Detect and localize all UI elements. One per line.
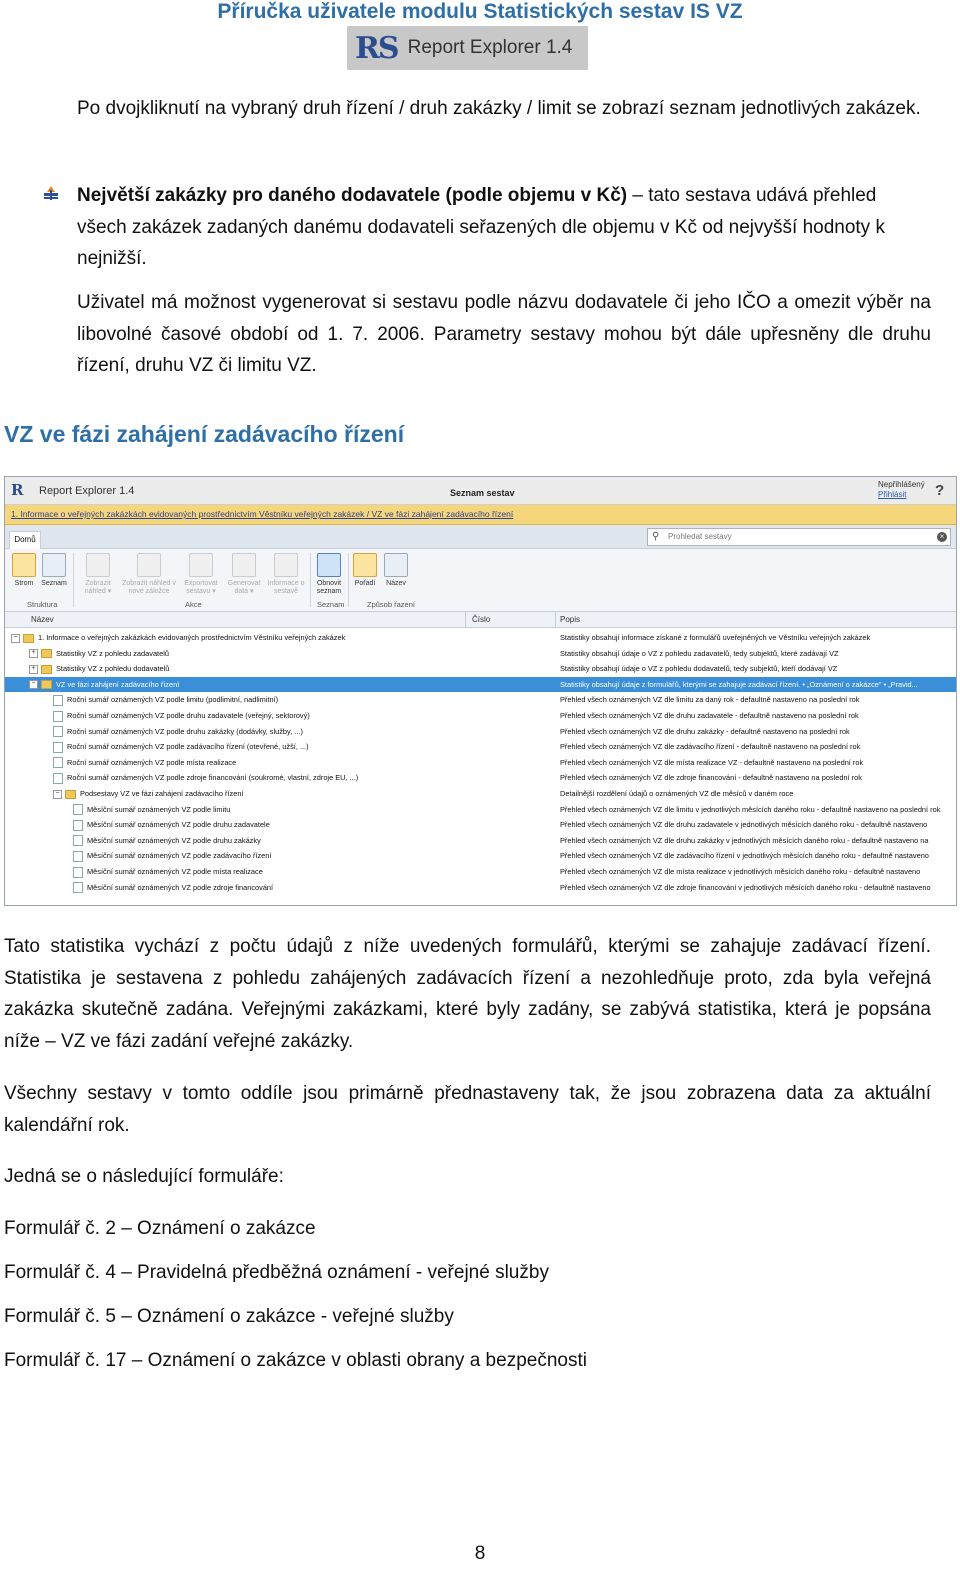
search-input[interactable] [647, 528, 951, 546]
tree-row[interactable] [5, 833, 956, 849]
tree-row[interactable] [5, 770, 956, 786]
tree-row-description: Přehled všech oznámených VZ dle druhu zakázky - defaultně nastaveno na poslední rok [560, 726, 850, 736]
paragraph-statistics-basis: Tato statistika vychází z počtu údajů z níže uvedených formulářů, kterými se zahajuje zadávací řízení. Statistika je sestavena z pohledu zahájených zadávacích řízení a nezohledňuje proto, zda byla veřejná zakázka skutečně zadána. Veřejnými zakázkami, které byly zadány, se zabývá statistika, která je popsána níže – VZ ve fázi zadání veřejné zakázky. [4, 936, 931, 1052]
document-header-title: Příručka uživatele modulu Statistických sestav IS VZ [217, 0, 743, 23]
group-seznam: Seznam [317, 600, 345, 609]
sort-order-icon [353, 553, 377, 577]
tree-row-label: Měsíční sumář oznámených VZ podle druhu zadavatele [87, 820, 270, 830]
tree-row-name [29, 677, 179, 693]
tree-row[interactable] [5, 817, 956, 833]
form-item: Formulář č. 5 – Oznámení o zakázce - veřejné služby [4, 1306, 454, 1327]
tree-row-name [53, 755, 236, 771]
tree-row-label: Měsíční sumář oznámených VZ podle druhu zakázky [87, 835, 261, 845]
export-label: Exportovat sestavu ▾ [184, 580, 218, 595]
tree-row[interactable] [5, 755, 956, 771]
tree-row[interactable] [5, 724, 956, 740]
tree-row[interactable] [5, 739, 956, 755]
tree-row-label: Roční sumář oznámených VZ podle druhu zadavatele (veřejný, sektorový) [67, 711, 310, 720]
expand-icon[interactable]: + [29, 649, 38, 658]
collapse-icon[interactable]: − [53, 790, 62, 799]
tree-row-description: Přehled všech oznámených VZ dle druhu zakázky v jednotlivých měsících daného roku - defaultně nastaveno na [560, 835, 929, 845]
generate-label: Generovat data ▾ [227, 580, 261, 595]
tree-row-label: VZ ve fázi zahájení zadávacího řízení [56, 679, 180, 689]
paragraph-default-year: Všechny sestavy v tomto oddíle jsou primárně přednastaveny tak, že jsou zobrazena data za aktuální kalendářní rok. [4, 1083, 931, 1136]
app-logo-icon: R [11, 481, 24, 499]
tab-home[interactable]: Domů [9, 531, 41, 549]
ribbon-separator [73, 553, 74, 607]
collapse-icon[interactable]: − [29, 680, 38, 689]
tree-row-name [73, 802, 230, 818]
tree-row[interactable] [5, 708, 956, 724]
sort-name-icon [384, 553, 408, 577]
search-icon: ⚲ [652, 531, 660, 542]
sort-name-label: Název [386, 580, 406, 587]
tree-row[interactable] [5, 692, 956, 708]
tree-row-description: Přehled všech oznámených VZ dle druhu zadavatele v jednotlivých měsících daného roku - defaultně nastaveno [560, 820, 928, 830]
section-heading: VZ ve fázi zahájení zadávacího řízení [4, 421, 405, 447]
tree-row-name [53, 724, 303, 740]
tree-row[interactable] [5, 786, 956, 802]
tree-row-name [53, 770, 358, 786]
tree-row-description: Statistiky obsahují údaje o VZ z pohledu dodavatelů, tedy subjektů, kteří dodávají VZ [560, 664, 838, 674]
tree-row-name [53, 739, 309, 755]
help-icon[interactable]: ? [935, 482, 945, 499]
tree-row[interactable] [5, 864, 956, 880]
tree-row-label: Podsestavy VZ ve fázi zahájení zadávacího řízení [80, 789, 244, 798]
list-icon [42, 553, 66, 577]
report-icon [73, 867, 83, 878]
tree-row-label: Roční sumář oznámených VZ podle místa realizace [67, 757, 237, 767]
tree-row-description: Přehled všech oznámených VZ dle místa realizace VZ - defaultně nastaveno na poslední rok [560, 757, 864, 767]
bullet-bold-title: Největší zakázky pro daného dodavatele (podle objemu v Kč) [77, 185, 628, 206]
tree-view-label: Strom [14, 580, 34, 587]
tree-row-description: Přehled všech oznámených VZ dle druhu zadavatele - defaultně nastaveno na poslední rok [560, 711, 859, 720]
expand-icon[interactable]: + [29, 665, 38, 674]
report-icon [73, 882, 83, 893]
tree-icon [12, 553, 36, 577]
report-icon [73, 804, 83, 815]
tree-row-name [53, 708, 310, 724]
sort-name-button[interactable] [383, 553, 409, 588]
tree-row-label: Roční sumář oznámených VZ podle limitu (podlimitní, nadlimitní) [67, 695, 279, 705]
preview-icon [86, 553, 110, 577]
report-icon [53, 711, 63, 722]
info-label: Informace o sestavě [267, 580, 305, 595]
tree-row-description: Přehled všech oznámených VZ dle místa realizace v jednotlivých měsících daného roku - defaultně nastaveno [560, 867, 921, 876]
column-description[interactable]: Popis [560, 615, 581, 624]
column-number[interactable]: Číslo [472, 615, 491, 624]
folder-icon [23, 634, 34, 643]
info-button[interactable] [267, 553, 305, 596]
tree-row-label: Měsíční sumář oznámených VZ podle limitu [87, 804, 231, 814]
group-struktura: Struktura [27, 600, 58, 609]
rs-logo-mark: RS [355, 30, 398, 66]
tree-row-name [29, 661, 169, 677]
tree-row-name [73, 880, 273, 896]
tree-row[interactable] [5, 677, 956, 693]
column-divider [465, 612, 466, 627]
app-titlebar [5, 477, 956, 505]
folder-icon [41, 680, 52, 689]
tree-row-name [73, 848, 271, 864]
clear-search-icon[interactable]: × [937, 532, 947, 542]
tree-row-description: Detailnější rozdělení údajů o oznámených VZ dle měsíců v daném roce [560, 789, 794, 798]
ribbon [5, 549, 956, 612]
tree-view-button[interactable] [11, 553, 37, 588]
tree-row-label: Roční sumář oznámených VZ podle druhu zakázky (dodávky, služby, ...) [67, 726, 303, 736]
tree-row-name [11, 630, 345, 646]
folder-icon [41, 649, 52, 658]
preview-new-tab-button[interactable] [119, 553, 179, 596]
report-icon [73, 820, 83, 831]
login-link[interactable]: Přihlásit [878, 490, 907, 499]
tree-row[interactable] [5, 802, 956, 818]
bullet-largest-contracts [77, 180, 931, 275]
tree-row[interactable] [5, 880, 956, 896]
form-item: Formulář č. 17 – Oznámení o zakázce v oblasti obrany a bezpečnosti [4, 1350, 587, 1371]
form-item: Formulář č. 2 – Oznámení o zakázce [4, 1218, 316, 1239]
logo-text: Report Explorer 1.4 [407, 37, 573, 58]
report-icon [53, 695, 63, 706]
report-explorer-logo [347, 26, 588, 70]
refresh-icon [317, 553, 341, 577]
export-icon [189, 553, 213, 577]
bullet-arrow-icon [42, 185, 60, 203]
tree-row-label: Statistiky VZ z pohledu dodavatelů [56, 664, 170, 674]
form-item: Formulář č. 4 – Pravidelná předběžná oznámení - veřejné služby [4, 1262, 549, 1283]
paragraph-generate-report: Uživatel má možnost vygenerovat si sestavu podle názvu dodavatele či jeho IČO a omezit výběr na libovolné časové období od 1. 7. 2006. Parametry sestavy mohou být dále upřesněny dle druhu řízení, druhu VZ či limitu VZ. [77, 292, 931, 376]
column-divider [555, 612, 556, 627]
group-zpusob-razeni: Způsob řazení [367, 600, 415, 609]
preview-new-tab-label: Zobrazit náhled v nové záložce [122, 580, 176, 595]
report-icon [73, 835, 83, 846]
tree-row-name [53, 786, 244, 802]
tree-row-name [29, 646, 169, 662]
tree-row-name [73, 864, 263, 880]
tree-row-description: Přehled všech oznámených VZ dle zdroje financování v jednotlivých měsících daného roku - defaultně nastaveno [560, 882, 931, 892]
tree-row-name [73, 817, 270, 833]
tree-row[interactable] [5, 646, 956, 662]
tree-row-description: Přehled všech oznámených VZ dle zadávacího řízení - defaultně nastaveno na poslední rok [560, 742, 861, 752]
tree-row-description: Přehled všech oznámených VZ dle zadávacího řízení v jednotlivých měsících daného roku - defaultně nastaveno [560, 851, 929, 861]
refresh-button[interactable] [313, 553, 345, 596]
tree-row-name [73, 833, 261, 849]
group-akce: Akce [185, 600, 202, 609]
generate-button[interactable] [225, 553, 263, 596]
report-icon [53, 773, 63, 784]
tree-row-label: Roční sumář oznámených VZ podle zadávacího řízení (otevřené, užší, ...) [67, 742, 309, 752]
info-icon [274, 553, 298, 577]
preview-label: Zobrazit náhled ▾ [84, 580, 112, 595]
collapse-icon[interactable]: − [11, 634, 20, 643]
tree-row-label: Měsíční sumář oznámených VZ podle zadávacího řízení [87, 851, 272, 861]
tree-row-description: Přehled všech oznámených VZ dle zdroje financování - defaultně nastaveno na poslední rok [560, 773, 862, 783]
search-placeholder: Prohledat sestavy [668, 532, 732, 541]
folder-icon [41, 665, 52, 674]
app-title: Report Explorer 1.4 [39, 485, 135, 497]
tree-row-description: Přehled všech oznámených VZ dle limitu v jednotlivých měsících daného roku - defaultně nastaveno na poslední rok [560, 804, 941, 814]
generate-icon [232, 553, 256, 577]
preview-button[interactable] [81, 553, 115, 596]
page-number: 8 [474, 1543, 486, 1564]
tree-row-name [53, 692, 278, 708]
ribbon-separator [310, 553, 311, 607]
folder-icon [65, 790, 76, 799]
bullet-description: – tato sestava udává přehled všech zakázek zadaných danému dodavateli seřazených dle objemu v Kč od nejvyšší hodnoty k nejnižší. [77, 185, 885, 269]
column-headers [5, 612, 956, 628]
user-status-label: Nepřihlášený [878, 480, 925, 489]
tree-row-description: Statistiky obsahují informace získané z formulářů uveřejněných ve Věstníku veřejných zakázek [560, 633, 871, 642]
refresh-label: Obnovit seznam [316, 580, 342, 595]
tree-row-label: Roční sumář oznámených VZ podle zdroje financování (soukromé, vlastní, zdroje EU, ...) [67, 773, 359, 783]
tree-row[interactable] [5, 630, 956, 646]
tree-row-description: Přehled všech oznámených VZ dle limitu za daný rok - defaultně nastaveno na poslední rok [560, 695, 860, 705]
tree-row-label: Statistiky VZ z pohledu zadavatelů [56, 648, 169, 658]
tree-row-label: Měsíční sumář oznámených VZ podle zdroje financování [87, 882, 274, 892]
breadcrumb [5, 505, 956, 525]
tree-row-label: 1. Informace o veřejných zakázkách evidovaných prostřednictvím Věstníku veřejných zakázek [38, 633, 346, 642]
user-status [878, 480, 925, 500]
sort-order-label: Pořadí [354, 580, 376, 587]
column-name[interactable]: Název [31, 615, 54, 624]
report-icon [73, 851, 83, 862]
window-title: Seznam sestav [450, 488, 515, 498]
list-view-button[interactable] [41, 553, 67, 588]
tree-row[interactable] [5, 848, 956, 864]
ribbon-tabs [5, 525, 956, 549]
report-icon [53, 742, 63, 753]
ribbon-separator [348, 553, 349, 607]
tree-row-description: Statistiky obsahují údaje z formulářů, kterými se zahajuje zadávací řízení. • „Oznámení o zakázce" • „Pravid... [560, 679, 918, 689]
list-view-label: Seznam [41, 580, 67, 587]
tree-row[interactable] [5, 661, 956, 677]
report-explorer-screenshot [4, 476, 957, 906]
report-icon [53, 757, 63, 768]
report-icon [53, 726, 63, 737]
tree-row-label: Měsíční sumář oznámených VZ podle místa realizace [87, 867, 263, 876]
paragraph-forms-intro: Jedná se o následující formuláře: [4, 1166, 284, 1187]
preview-new-tab-icon [137, 553, 161, 577]
breadcrumb-link[interactable]: 1. Informace o veřejných zakázkách evidovaných prostřednictvím Věstníku veřejných zakázek / VZ ve fázi zahájení zadávacího řízení [11, 509, 514, 519]
tree-row-description: Statistiky obsahují údaje o VZ z pohledu zadavatelů, tedy subjektů, které zadávají VZ [560, 648, 839, 658]
export-button[interactable] [181, 553, 221, 596]
sort-order-button[interactable] [352, 553, 378, 588]
paragraph-double-click: Po dvojkliknutí na vybraný druh řízení / druh zakázky / limit se zobrazí seznam jednotlivých zakázek. [77, 98, 921, 119]
